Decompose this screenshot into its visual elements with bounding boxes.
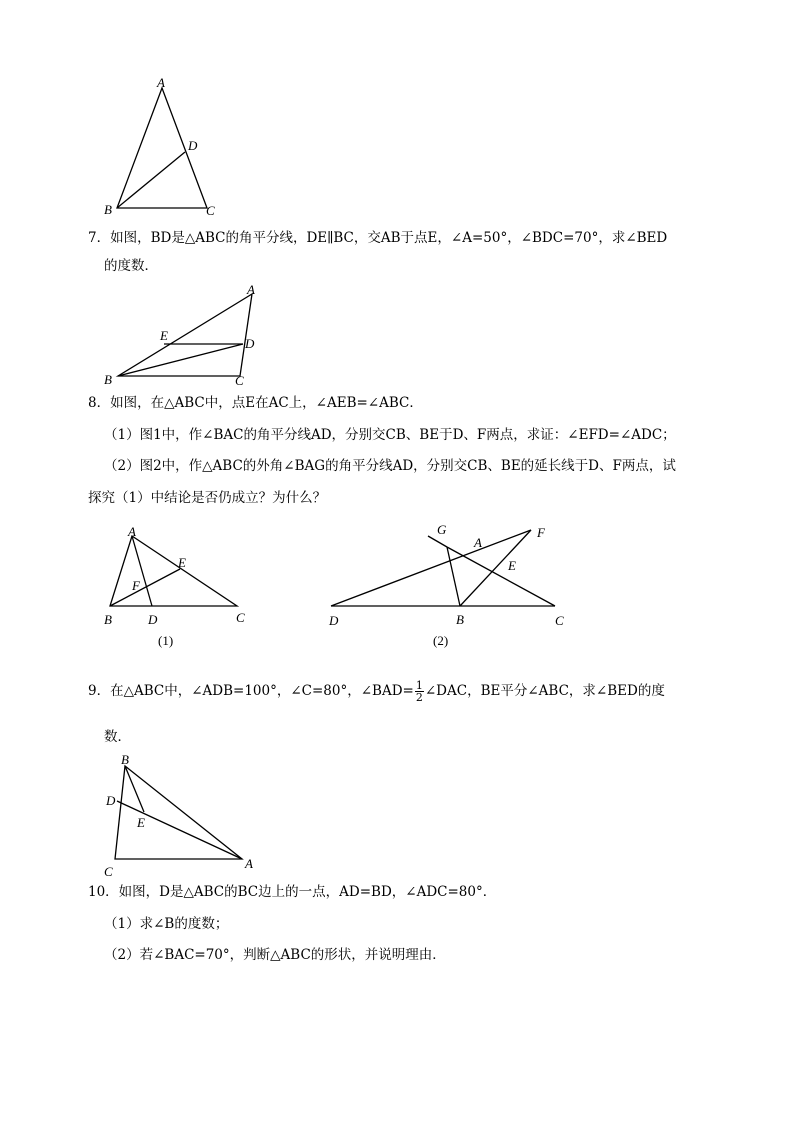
q9-text-part1: 9．在△ABC中，∠ADB=100°，∠C=80°，∠BAD= xyxy=(88,683,414,699)
label-f: F xyxy=(537,525,545,540)
q9-text-part2: ∠DAC，BE平分∠ABC，求∠BED的度 xyxy=(424,683,665,699)
label-a: A xyxy=(245,856,253,871)
label-e: E xyxy=(160,328,168,343)
q10-line1: 10．如图，D是△ABC的BC边上的一点，AD=BD，∠ADC=80°． xyxy=(88,884,497,900)
segment-df xyxy=(331,530,531,606)
figure-caption-1: (1) xyxy=(158,633,174,648)
fraction-denominator: 2 xyxy=(415,691,423,704)
label-c: C xyxy=(235,373,244,388)
triangle-bca xyxy=(115,766,242,859)
label-a: A xyxy=(157,75,165,90)
q9-line1 xyxy=(88,680,665,703)
label-g: G xyxy=(437,522,447,537)
q9-fraction xyxy=(415,680,424,703)
q8-line1: 8．如图，在△ABC中，点E在AC上，∠AEB=∠ABC． xyxy=(88,395,423,411)
label-d: D xyxy=(188,138,198,153)
q8-line4: 探究（1）中结论是否仍成立？为什么？ xyxy=(88,490,327,506)
fraction-numerator: 1 xyxy=(415,679,423,692)
figure-q7 xyxy=(100,282,270,392)
segment-ca-extension xyxy=(428,536,447,547)
label-d: D xyxy=(329,613,339,628)
figure-q8-1 xyxy=(100,522,260,652)
figure-q8-2 xyxy=(325,517,585,652)
label-c: C xyxy=(206,203,215,218)
label-b: B xyxy=(121,752,129,767)
q7-line2: 的度数． xyxy=(104,258,158,274)
label-b: B xyxy=(104,372,112,387)
label-e: E xyxy=(178,555,186,570)
triangle-abc xyxy=(118,294,252,376)
q8-line3: （2）图2中，作△ABC的外角∠BAG的角平分线AD，分别交CB、BE的延长线于D、F两点，试 xyxy=(104,458,676,474)
label-e: E xyxy=(508,558,516,573)
segment-ac xyxy=(447,547,555,606)
label-b: B xyxy=(456,612,464,627)
segment-ad xyxy=(132,536,152,606)
segment-ab xyxy=(447,547,460,606)
label-a: A xyxy=(247,282,255,297)
label-c: C xyxy=(555,613,564,628)
segment-bd xyxy=(118,344,243,376)
q10-line2: （1）求∠B的度数； xyxy=(104,916,229,932)
q8-line2: （1）图1中，作∠BAC的角平分线AD，分别交CB、BE于D、F两点，求证：∠EFD=∠ADC； xyxy=(104,427,676,443)
q7-line1: 7．如图，BD是△ABC的角平分线，DE∥BC，交AB于点E，∠A=50°，∠BDC=70°，求∠BED xyxy=(88,230,668,246)
figure-q9 xyxy=(100,752,265,882)
q9-line2: 数． xyxy=(104,729,131,745)
label-a: A xyxy=(474,535,482,550)
label-d: D xyxy=(106,793,116,808)
label-b: B xyxy=(104,612,112,627)
figure-q6 xyxy=(100,76,230,226)
label-b: B xyxy=(104,202,112,217)
label-f: F xyxy=(132,578,140,593)
label-c: C xyxy=(104,864,113,879)
label-c: C xyxy=(236,610,245,625)
q10-line3: （2）若∠BAC=70°，判断△ABC的形状，并说明理由． xyxy=(104,947,446,963)
segment-bf xyxy=(460,530,531,606)
figure-caption-2: (2) xyxy=(433,633,449,648)
label-d: D xyxy=(148,612,158,627)
label-d: D xyxy=(245,336,255,351)
label-e: E xyxy=(137,815,145,830)
label-a: A xyxy=(128,524,136,539)
